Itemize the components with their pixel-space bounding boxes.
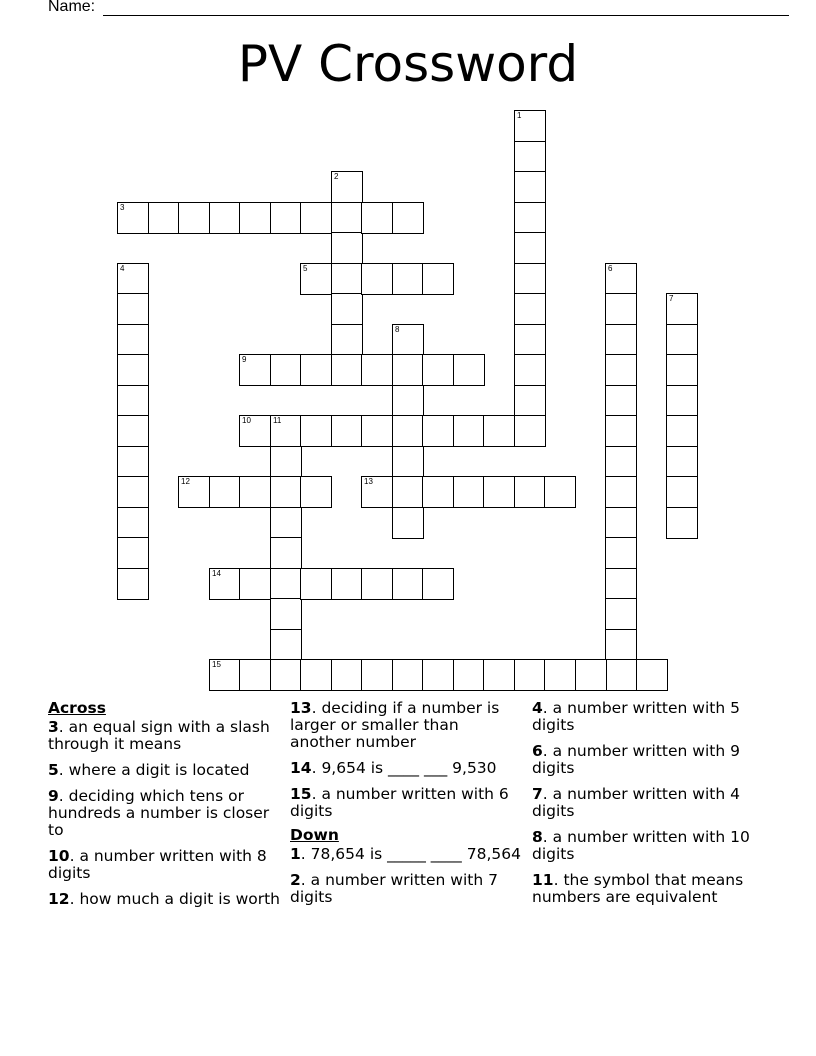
crossword-cell[interactable] bbox=[331, 324, 363, 356]
clue-text: 9,654 is ____ ___ 9,530 bbox=[321, 759, 497, 777]
clue-across-9: 9. deciding which tens or hundreds a number is closer to bbox=[48, 787, 270, 839]
crossword-cell[interactable] bbox=[300, 263, 332, 295]
clue-number: 9 bbox=[48, 787, 59, 805]
cell-number: 1 bbox=[517, 111, 522, 120]
clue-down-7: 7. a number written with 4 digits bbox=[532, 785, 740, 820]
crossword-cell[interactable] bbox=[605, 263, 637, 295]
clue-text: deciding which tens or hundreds a number is closer to bbox=[48, 787, 270, 839]
crossword-cell[interactable] bbox=[666, 324, 698, 356]
crossword-cell[interactable] bbox=[666, 415, 698, 447]
crossword-cell[interactable] bbox=[422, 354, 454, 386]
cell-number: 10 bbox=[242, 416, 251, 425]
crossword-cell[interactable] bbox=[361, 476, 393, 508]
crossword-cell[interactable] bbox=[270, 476, 302, 508]
clue-text: a number written with 8 digits bbox=[48, 847, 267, 882]
clue-number: 4 bbox=[532, 699, 543, 717]
clue-number: 15 bbox=[290, 785, 312, 803]
clue-text: a number written with 10 digits bbox=[532, 828, 750, 863]
name-label: Name: bbox=[48, 0, 96, 15]
cell-number: 9 bbox=[242, 355, 247, 364]
crossword-cell[interactable] bbox=[666, 507, 698, 539]
crossword-cell[interactable] bbox=[605, 629, 637, 661]
crossword-cell[interactable] bbox=[300, 476, 332, 508]
clue-number: 11 bbox=[532, 871, 554, 889]
crossword-cell[interactable] bbox=[666, 476, 698, 508]
crossword-cell[interactable] bbox=[514, 354, 546, 386]
clue-number: 5 bbox=[48, 761, 59, 779]
crossword-cell[interactable] bbox=[392, 568, 424, 600]
crossword-cell[interactable] bbox=[453, 354, 485, 386]
crossword-cell[interactable] bbox=[392, 659, 424, 691]
crossword-cell[interactable] bbox=[270, 659, 302, 691]
clue-across-5: 5. where a digit is located bbox=[48, 761, 250, 779]
clue-text: a number written with 7 digits bbox=[290, 871, 498, 906]
crossword-cell[interactable] bbox=[270, 354, 302, 386]
crossword-cell[interactable] bbox=[361, 354, 393, 386]
clue-down-8: 8. a number written with 10 digits bbox=[532, 828, 750, 863]
clue-down-11: 11. the symbol that means numbers are equivalent bbox=[532, 871, 744, 906]
crossword-cell[interactable] bbox=[422, 415, 454, 447]
crossword-cell[interactable] bbox=[422, 263, 454, 295]
cell-number: 15 bbox=[212, 660, 221, 669]
cell-number: 8 bbox=[395, 325, 400, 334]
crossword-cell[interactable] bbox=[514, 324, 546, 356]
crossword-cell[interactable] bbox=[270, 415, 302, 447]
crossword-cell[interactable] bbox=[392, 507, 424, 539]
page-title: PV Crossword bbox=[237, 35, 579, 93]
crossword-cell[interactable] bbox=[117, 324, 149, 356]
crossword-cell[interactable] bbox=[605, 507, 637, 539]
crossword-cell[interactable] bbox=[575, 659, 607, 691]
crossword-cell[interactable] bbox=[239, 354, 271, 386]
clue-number: 1 bbox=[290, 845, 301, 863]
crossword-cell[interactable] bbox=[178, 202, 210, 234]
clue-number: 3 bbox=[48, 718, 59, 736]
crossword-cell[interactable] bbox=[605, 537, 637, 569]
cell-number: 2 bbox=[334, 172, 339, 181]
crossword-cell[interactable] bbox=[300, 659, 332, 691]
crossword-cell[interactable] bbox=[148, 202, 180, 234]
crossword-cell[interactable] bbox=[270, 537, 302, 569]
crossword-cell[interactable] bbox=[239, 202, 271, 234]
cell-number: 6 bbox=[608, 264, 613, 273]
clues-column-1 bbox=[48, 700, 280, 917]
crossword-cell[interactable] bbox=[514, 476, 546, 508]
crossword-cell[interactable] bbox=[453, 659, 485, 691]
clue-down-4: 4. a number written with 5 digits bbox=[532, 699, 740, 734]
clue-text: a number written with 6 digits bbox=[290, 785, 509, 820]
clues-column-3 bbox=[532, 700, 764, 915]
crossword-cell[interactable] bbox=[483, 415, 515, 447]
crossword-cell[interactable] bbox=[209, 568, 241, 600]
crossword-cell[interactable] bbox=[514, 110, 546, 142]
crossword-cell[interactable] bbox=[392, 385, 424, 417]
cell-number: 5 bbox=[303, 264, 308, 273]
clue-number: 2 bbox=[290, 871, 301, 889]
crossword-cell[interactable] bbox=[483, 476, 515, 508]
crossword-cell[interactable] bbox=[361, 659, 393, 691]
crossword-cell[interactable] bbox=[422, 568, 454, 600]
crossword-cell[interactable] bbox=[331, 415, 363, 447]
crossword-cell[interactable] bbox=[544, 476, 576, 508]
crossword-cell[interactable] bbox=[239, 659, 271, 691]
crossword-cell[interactable] bbox=[605, 476, 637, 508]
crossword-cell[interactable] bbox=[331, 202, 363, 234]
crossword-cell[interactable] bbox=[514, 263, 546, 295]
crossword-cell[interactable] bbox=[300, 415, 332, 447]
clue-text: a number written with 5 digits bbox=[532, 699, 740, 734]
cell-number: 13 bbox=[364, 477, 373, 486]
crossword-cell[interactable] bbox=[605, 385, 637, 417]
crossword-cell[interactable] bbox=[514, 141, 546, 173]
clue-number: 14 bbox=[290, 759, 312, 777]
crossword-cell[interactable] bbox=[117, 263, 149, 295]
crossword-cell[interactable] bbox=[514, 293, 546, 325]
crossword-cell[interactable] bbox=[361, 415, 393, 447]
crossword-cell[interactable] bbox=[209, 202, 241, 234]
clue-text: where a digit is located bbox=[68, 761, 250, 779]
crossword-cell[interactable] bbox=[392, 476, 424, 508]
crossword-cell[interactable] bbox=[636, 659, 668, 691]
crossword-cell[interactable] bbox=[392, 354, 424, 386]
clue-number: 12 bbox=[48, 890, 70, 908]
clue-number: 8 bbox=[532, 828, 543, 846]
down-heading: Down bbox=[290, 826, 339, 844]
clue-across-3: 3. an equal sign with a slash through it means bbox=[48, 718, 270, 753]
crossword-cell[interactable] bbox=[270, 507, 302, 539]
crossword-cell[interactable] bbox=[270, 629, 302, 661]
crossword-cell[interactable] bbox=[239, 568, 271, 600]
crossword-cell[interactable] bbox=[422, 659, 454, 691]
clue-across-13: 13. deciding if a number is larger or smaller than another number bbox=[290, 699, 500, 751]
crossword-cell[interactable] bbox=[605, 659, 637, 691]
crossword-cell[interactable] bbox=[605, 415, 637, 447]
crossword-cell[interactable] bbox=[453, 476, 485, 508]
cell-number: 4 bbox=[120, 264, 125, 273]
crossword-cell[interactable] bbox=[178, 476, 210, 508]
crossword-cell[interactable] bbox=[300, 568, 332, 600]
crossword-cell[interactable] bbox=[605, 598, 637, 630]
crossword-cell[interactable] bbox=[331, 293, 363, 325]
crossword-cell[interactable] bbox=[117, 354, 149, 386]
crossword-cell[interactable] bbox=[117, 476, 149, 508]
clue-across-15: 15. a number written with 6 digits bbox=[290, 785, 509, 820]
crossword-cell[interactable] bbox=[666, 354, 698, 386]
crossword-cell[interactable] bbox=[392, 202, 424, 234]
crossword-cell[interactable] bbox=[331, 171, 363, 203]
crossword-cell[interactable] bbox=[117, 446, 149, 478]
clue-across-12: 12. how much a digit is worth bbox=[48, 890, 281, 908]
crossword-cell[interactable] bbox=[544, 659, 576, 691]
crossword-cell[interactable] bbox=[605, 446, 637, 478]
across-heading: Across bbox=[48, 699, 106, 717]
clue-text: a number written with 9 digits bbox=[532, 742, 740, 777]
crossword-cell[interactable] bbox=[331, 232, 363, 264]
crossword-cell[interactable] bbox=[331, 263, 363, 295]
crossword-cell[interactable] bbox=[117, 507, 149, 539]
cell-number: 12 bbox=[181, 477, 190, 486]
crossword-cell[interactable] bbox=[422, 476, 454, 508]
crossword-cell[interactable] bbox=[666, 293, 698, 325]
crossword-cell[interactable] bbox=[392, 324, 424, 356]
crossword-cell[interactable] bbox=[331, 354, 363, 386]
clue-across-14: 14. 9,654 is ____ ___ 9,530 bbox=[290, 759, 497, 777]
crossword-cell[interactable] bbox=[514, 202, 546, 234]
crossword-cell[interactable] bbox=[605, 293, 637, 325]
crossword-cell[interactable] bbox=[117, 537, 149, 569]
cell-number: 11 bbox=[273, 416, 282, 425]
clue-down-6: 6. a number written with 9 digits bbox=[532, 742, 740, 777]
crossword-cell[interactable] bbox=[514, 415, 546, 447]
crossword-cell[interactable] bbox=[270, 598, 302, 630]
clue-text: how much a digit is worth bbox=[79, 890, 281, 908]
cell-number: 3 bbox=[120, 203, 125, 212]
crossword-cell[interactable] bbox=[270, 446, 302, 478]
clue-text: a number written with 4 digits bbox=[532, 785, 740, 820]
crossword-cell[interactable] bbox=[514, 659, 546, 691]
crossword-cell[interactable] bbox=[361, 263, 393, 295]
crossword-cell[interactable] bbox=[361, 202, 393, 234]
crossword-cell[interactable] bbox=[117, 415, 149, 447]
crossword-cell[interactable] bbox=[239, 476, 271, 508]
crossword-cell[interactable] bbox=[331, 568, 363, 600]
crossword-cell[interactable] bbox=[117, 202, 149, 234]
clue-down-2: 2. a number written with 7 digits bbox=[290, 871, 498, 906]
clue-text: an equal sign with a slash through it means bbox=[48, 718, 270, 753]
crossword-cell[interactable] bbox=[270, 202, 302, 234]
clue-text: deciding if a number is larger or smaller than another number bbox=[290, 699, 500, 751]
clue-text: 78,654 is _____ ____ 78,564 bbox=[310, 845, 521, 863]
crossword-cell[interactable] bbox=[514, 232, 546, 264]
crossword-cell[interactable] bbox=[605, 324, 637, 356]
crossword-cell[interactable] bbox=[300, 202, 332, 234]
clue-number: 13 bbox=[290, 699, 312, 717]
crossword-cell[interactable] bbox=[392, 446, 424, 478]
crossword-cell[interactable] bbox=[209, 659, 241, 691]
crossword-cell[interactable] bbox=[239, 415, 271, 447]
crossword-cell[interactable] bbox=[300, 354, 332, 386]
crossword-cell[interactable] bbox=[117, 385, 149, 417]
crossword-cell[interactable] bbox=[209, 476, 241, 508]
crossword-cell[interactable] bbox=[514, 171, 546, 203]
crossword-cell[interactable] bbox=[270, 568, 302, 600]
crossword-cell[interactable] bbox=[453, 415, 485, 447]
clue-number: 7 bbox=[532, 785, 543, 803]
clue-down-1: 1. 78,654 is _____ ____ 78,564 bbox=[290, 845, 521, 863]
crossword-cell[interactable] bbox=[117, 568, 149, 600]
crossword-cell[interactable] bbox=[605, 568, 637, 600]
crossword-cell[interactable] bbox=[361, 568, 393, 600]
crossword-cell[interactable] bbox=[392, 415, 424, 447]
crossword-cell[interactable] bbox=[666, 385, 698, 417]
crossword-cell[interactable] bbox=[483, 659, 515, 691]
crossword-cell[interactable] bbox=[331, 659, 363, 691]
crossword-cell[interactable] bbox=[666, 446, 698, 478]
clue-number: 6 bbox=[532, 742, 543, 760]
crossword-cell[interactable] bbox=[392, 263, 424, 295]
cell-number: 14 bbox=[212, 569, 221, 578]
clue-across-10: 10. a number written with 8 digits bbox=[48, 847, 267, 882]
crossword-cell[interactable] bbox=[514, 385, 546, 417]
clue-text: the symbol that means numbers are equivalent bbox=[532, 871, 744, 906]
clue-number: 10 bbox=[48, 847, 70, 865]
cell-number: 7 bbox=[669, 294, 674, 303]
clues-column-2 bbox=[290, 700, 522, 915]
crossword-cell[interactable] bbox=[117, 293, 149, 325]
crossword-cell[interactable] bbox=[605, 354, 637, 386]
